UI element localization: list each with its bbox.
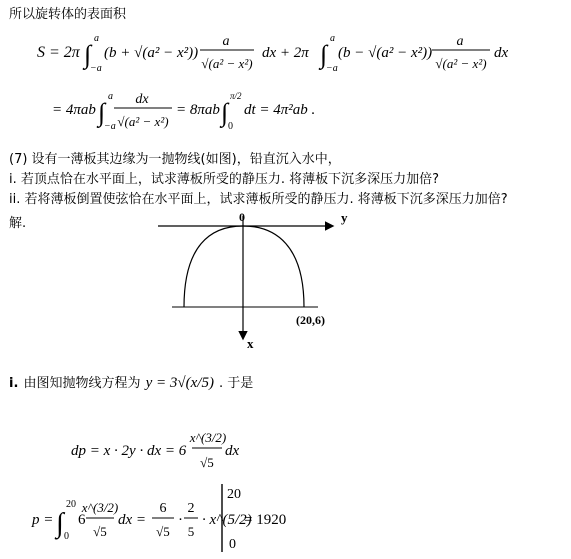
equation-surface-area-line1-svg: [0, 28, 571, 78]
eq-s-plus: dx + 2π: [262, 45, 309, 61]
eq-s-end: dx: [494, 45, 509, 61]
problem-part-i: i. 若顶点恰在水平面上，试求薄板所受的静压力. 将薄板下沉多深压力加倍?: [9, 172, 440, 187]
parabola-curve: [184, 226, 304, 307]
eval-lower: 0: [229, 537, 236, 552]
int-upper-limit: a: [94, 33, 99, 44]
origin-label: 0: [239, 210, 245, 224]
integral-sign: ∫: [98, 98, 106, 127]
solution-i-then: . 于是: [219, 376, 254, 391]
eq-p-power: · x^(5/2): [202, 512, 252, 528]
int-upper-limit: a: [330, 33, 335, 44]
integral-sign: ∫: [56, 508, 64, 539]
eq-dp-end: dx: [225, 443, 240, 459]
problem-statement: (7) 设有一薄板其边缘为一抛物线(如图)，铅直沉入水中，: [9, 152, 341, 167]
eq-dp-num: x^(3/2): [189, 430, 227, 445]
eq-p-f2-den: 5: [187, 524, 195, 539]
eq-s2-mid: = 8πab: [176, 102, 220, 118]
eq-p-result: = 1920: [244, 512, 287, 528]
eq-p-f2-num: 2: [187, 501, 195, 516]
eq-s2-start: = 4πab: [52, 102, 96, 118]
problem-part-ii: ii. 若将薄板倒置使弦恰在水平面上，试求薄板所受的静压力. 将薄板下沉多深压力加倍?: [9, 192, 508, 207]
eq-p-lhs: p =: [32, 512, 54, 528]
frac-num: dx: [135, 92, 149, 107]
integral-sign: ∫: [320, 40, 328, 69]
int-lower-limit: 0: [228, 121, 233, 132]
solution-i-label: i.: [9, 376, 19, 391]
frac-den: √(a² − x²): [435, 56, 487, 71]
solution-i-text: 由图知抛物线方程为: [23, 376, 141, 391]
x-axis-label: x: [247, 336, 254, 351]
eval-upper: 20: [227, 487, 241, 502]
eq-p-num: x^(3/2): [81, 500, 119, 515]
parabola-figure: [0, 206, 571, 352]
intro-heading: 所以旋转体的表面积: [9, 7, 127, 22]
equation-surface-area-line2: [0, 88, 571, 138]
eq-p-den: √5: [93, 524, 107, 539]
equation-p: [0, 482, 571, 558]
eq-p-mid: dx =: [118, 512, 147, 528]
int-lower-limit: −a: [90, 63, 102, 74]
eq-s2-end: dt = 4π²ab .: [244, 102, 316, 118]
int-upper-limit: π/2: [230, 91, 242, 101]
eq-dp-den: √5: [200, 455, 214, 470]
point-label: (20,6): [296, 313, 325, 327]
int-upper-limit: 20: [66, 499, 76, 510]
eq-p-coef: 6: [78, 512, 86, 528]
int-lower-limit: −a: [326, 63, 338, 74]
eq-p-f1-num: 6: [159, 501, 167, 516]
frac-den: √(a² − x²): [117, 114, 169, 129]
frac-den: √(a² − x²): [201, 56, 253, 71]
frac-num: a: [456, 34, 464, 49]
int-upper-limit: a: [108, 91, 113, 102]
y-axis-label: y: [341, 210, 348, 225]
equation-dp: [0, 422, 571, 474]
frac-num: a: [222, 34, 230, 49]
eq-dp-lhs: dp = x · 2y · dx = 6: [71, 443, 187, 459]
solution-i-equation: y = 3√(x/5): [145, 375, 214, 391]
integral-sign: ∫: [221, 98, 229, 127]
int-lower-limit: −a: [104, 121, 116, 132]
eq-p-f1-den: √5: [156, 524, 170, 539]
solution-label: 解.: [9, 216, 27, 231]
dot-operator: ·: [178, 512, 183, 528]
eq-s-lhs: S = 2π: [37, 44, 80, 61]
solution-i-line: [9, 372, 253, 402]
int-lower-limit: 0: [64, 531, 69, 542]
integral-sign: ∫: [84, 40, 92, 69]
eq-s-body2: (b − √(a² − x²)): [338, 45, 433, 61]
eq-s-body1: (b + √(a² − x²)): [104, 45, 199, 61]
